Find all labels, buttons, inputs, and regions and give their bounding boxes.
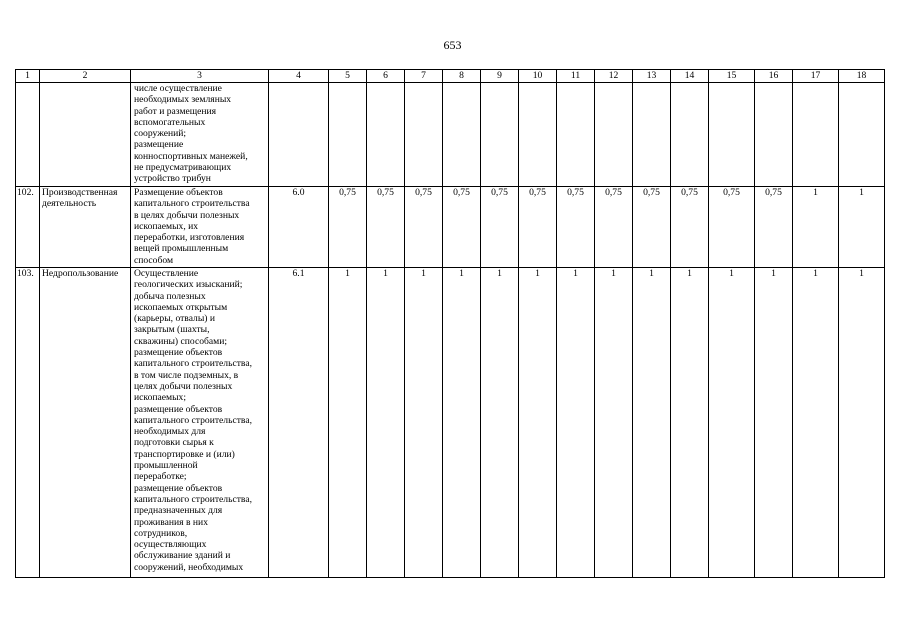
coefficient-cell: 1 [595,268,633,578]
column-header: 15 [709,70,755,83]
coefficient-cell: 0,75 [405,187,443,268]
land-use-table [15,69,885,578]
coefficient-cell [595,83,633,187]
coefficient-cell: 1 [329,268,367,578]
coefficient-cell: 1 [793,268,839,578]
coefficient-cell [557,83,595,187]
land-use-name: Производственная деятельность [40,187,131,268]
row-number [16,83,40,187]
column-header: 8 [443,70,481,83]
page-number: 653 [443,38,462,52]
coefficient-cell [481,83,519,187]
coefficient-cell: 1 [709,268,755,578]
coefficient-cell [755,83,793,187]
column-header: 17 [793,70,839,83]
coefficient-cell [519,83,557,187]
coefficient-cell: 0,75 [481,187,519,268]
table-row [16,187,885,268]
column-header: 10 [519,70,557,83]
coefficient-cell: 0,75 [519,187,557,268]
header-row [16,70,885,83]
column-header: 13 [633,70,671,83]
coefficient-cell [405,83,443,187]
coefficient-cell: 0,75 [367,187,405,268]
coefficient-cell [367,83,405,187]
coefficient-cell [839,83,885,187]
coefficient-cell: 0,75 [633,187,671,268]
coefficient-cell: 1 [405,268,443,578]
coefficient-cell [633,83,671,187]
column-header: 9 [481,70,519,83]
coefficient-cell: 1 [443,268,481,578]
column-header: 5 [329,70,367,83]
coefficient-cell: 1 [481,268,519,578]
land-use-code: 6.0 [269,187,329,268]
column-header: 7 [405,70,443,83]
coefficient-cell: 1 [367,268,405,578]
column-header: 11 [557,70,595,83]
coefficient-cell: 0,75 [709,187,755,268]
column-header: 16 [755,70,793,83]
land-use-description: Осуществление геологических изысканий; добыча полезных ископаемых открытым (карьеры, отвалы) и закрытым (шахты, скважины) способами; размещение объектов капитального строительства, в том числе подземных, в целях добычи полезных ископаемых; размещение объектов капитального строительства, необходимых для подготовки сырья к транспортировке и (или) промышленной переработке; размещение объектов капитального строительства, предназначенных для проживания в них сотрудников, осуществляющих обслуживание зданий и сооружений, необходимых [131,268,269,578]
land-use-description: числе осуществление необходимых земляных работ и размещения вспомогательных сооружений; размещение конноспортивных манежей, не предусматривающих устройство трибун [131,83,269,187]
column-header: 18 [839,70,885,83]
coefficient-cell [793,83,839,187]
coefficient-cell: 1 [839,268,885,578]
column-header: 12 [595,70,633,83]
coefficient-cell: 1 [519,268,557,578]
row-number: 102. [16,187,40,268]
coefficient-cell [329,83,367,187]
column-header: 6 [367,70,405,83]
column-header: 14 [671,70,709,83]
coefficient-cell: 1 [557,268,595,578]
coefficient-cell [443,83,481,187]
coefficient-cell: 1 [839,187,885,268]
coefficient-cell: 1 [633,268,671,578]
column-header: 3 [131,70,269,83]
land-use-code [269,83,329,187]
coefficient-cell [671,83,709,187]
coefficient-cell [709,83,755,187]
column-header: 4 [269,70,329,83]
column-header: 2 [40,70,131,83]
coefficient-cell: 0,75 [671,187,709,268]
coefficient-cell: 1 [755,268,793,578]
coefficient-cell: 0,75 [595,187,633,268]
table-row [16,83,885,187]
coefficient-cell: 1 [793,187,839,268]
column-header: 1 [16,70,40,83]
coefficient-cell: 0,75 [755,187,793,268]
coefficient-cell: 0,75 [443,187,481,268]
table-row [16,268,885,578]
coefficient-cell: 1 [671,268,709,578]
coefficient-cell: 0,75 [329,187,367,268]
land-use-description: Размещение объектов капитального строительства в целях добычи полезных ископаемых, их переработки, изготовления вещей промышленным способом [131,187,269,268]
land-use-name: Недропользование [40,268,131,578]
coefficient-cell: 0,75 [557,187,595,268]
land-use-code: 6.1 [269,268,329,578]
row-number: 103. [16,268,40,578]
land-use-name [40,83,131,187]
